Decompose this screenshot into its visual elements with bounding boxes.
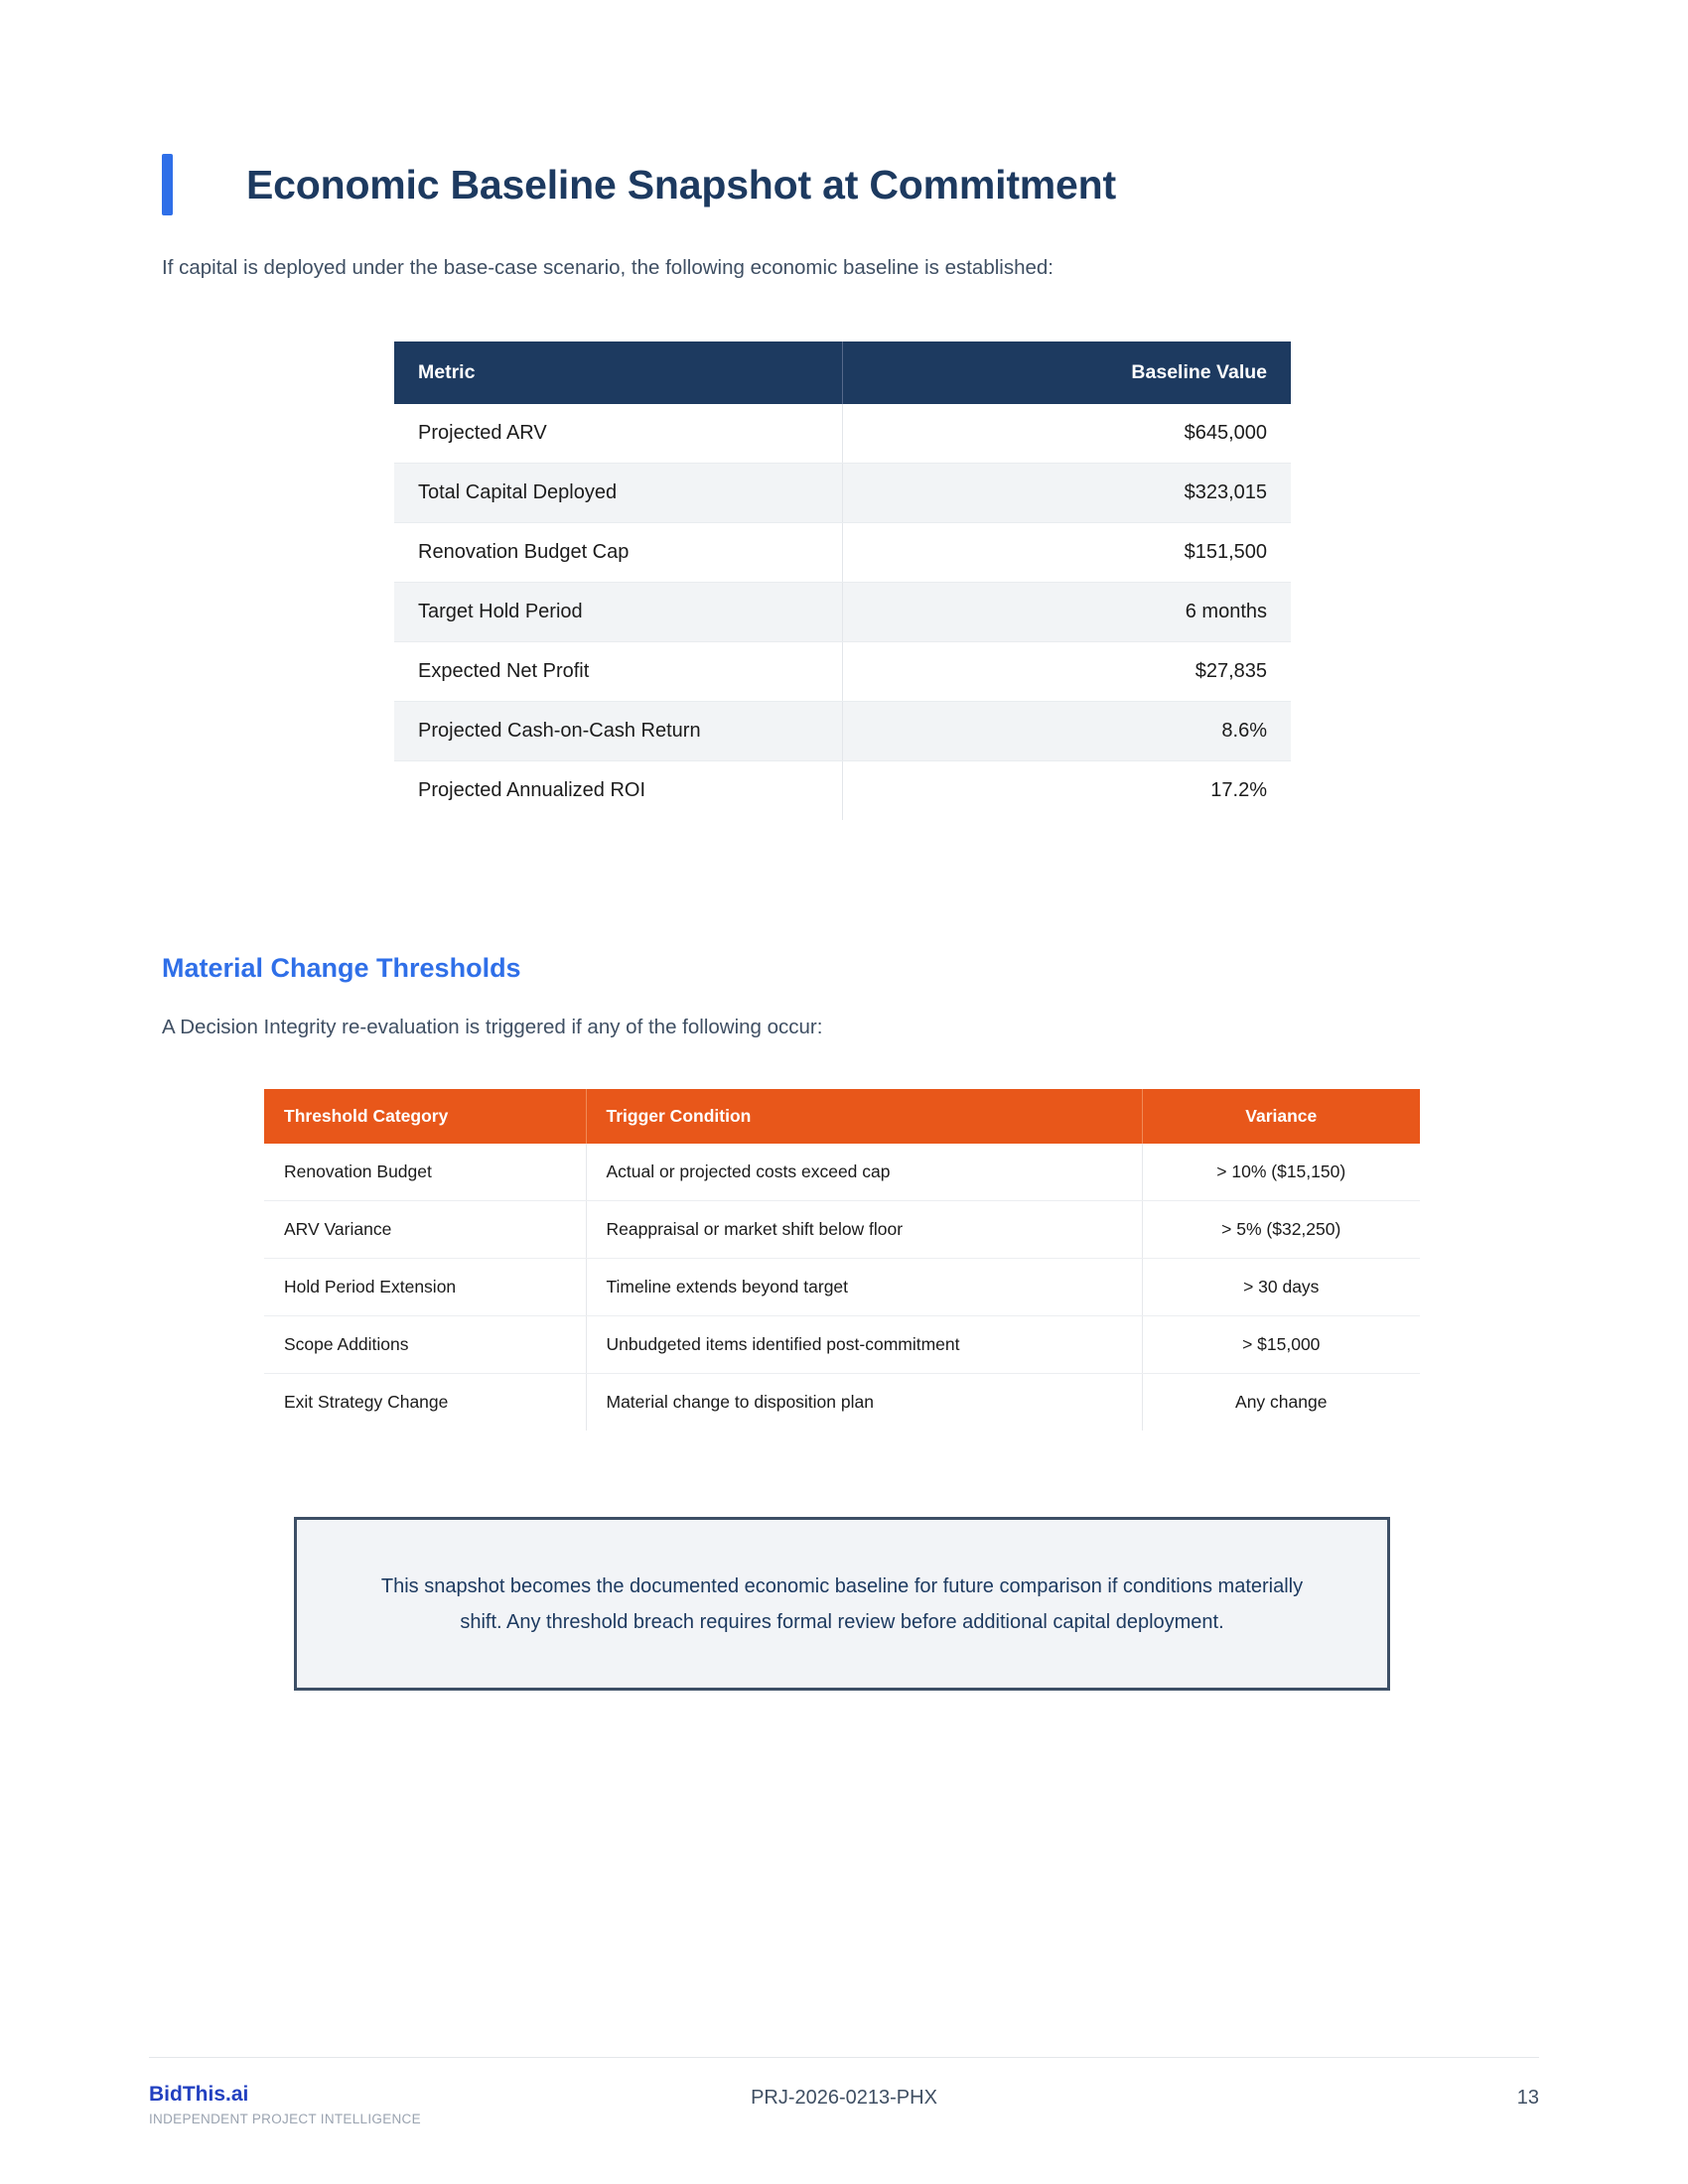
cell-condition: Unbudgeted items identified post-commitment <box>586 1316 1142 1374</box>
cell-category: ARV Variance <box>264 1201 586 1259</box>
cell-variance: Any change <box>1142 1374 1420 1432</box>
footer-divider <box>149 2057 1539 2058</box>
cell-variance: > 30 days <box>1142 1259 1420 1316</box>
table-row <box>394 523 1291 583</box>
callout-box <box>294 1517 1390 1691</box>
table-row <box>394 702 1291 761</box>
section-paragraph: A Decision Integrity re-evaluation is triggered if any of the following occur: <box>162 1016 823 1038</box>
table-row <box>264 1374 1420 1432</box>
cell-category: Scope Additions <box>264 1316 586 1374</box>
table-row <box>264 1259 1420 1316</box>
footer-brand-tagline: INDEPENDENT PROJECT INTELLIGENCE <box>149 2112 421 2126</box>
page-title: Economic Baseline Snapshot at Commitment <box>246 161 1116 207</box>
cell-category: Exit Strategy Change <box>264 1374 586 1432</box>
vertical-accent-bar-icon <box>162 154 173 215</box>
cell-variance: > 5% ($32,250) <box>1142 1201 1420 1259</box>
cell-value: 8.6% <box>843 702 1292 761</box>
footer-page-number: 13 <box>1516 2087 1539 2109</box>
column-header-trigger-condition: Trigger Condition <box>586 1089 1142 1144</box>
cell-metric: Target Hold Period <box>394 583 843 642</box>
column-header-metric: Metric <box>394 341 843 404</box>
table-row <box>264 1144 1420 1201</box>
table-header-row <box>394 341 1291 404</box>
cell-condition: Reappraisal or market shift below floor <box>586 1201 1142 1259</box>
table-row <box>264 1201 1420 1259</box>
cell-category: Hold Period Extension <box>264 1259 586 1316</box>
baseline-metrics-table <box>394 341 1291 820</box>
cell-value: $27,835 <box>843 642 1292 702</box>
cell-metric: Projected Cash-on-Cash Return <box>394 702 843 761</box>
page-footer <box>149 2075 1539 2144</box>
table-row <box>394 761 1291 821</box>
cell-metric: Projected Annualized ROI <box>394 761 843 821</box>
section-heading-material-change-thresholds: Material Change Thresholds <box>162 953 521 983</box>
cell-value: $645,000 <box>843 404 1292 464</box>
cell-condition: Timeline extends beyond target <box>586 1259 1142 1316</box>
material-change-thresholds-table <box>264 1089 1420 1431</box>
cell-metric: Renovation Budget Cap <box>394 523 843 583</box>
cell-metric: Expected Net Profit <box>394 642 843 702</box>
table-row <box>394 642 1291 702</box>
cell-value: $151,500 <box>843 523 1292 583</box>
cell-value: 17.2% <box>843 761 1292 821</box>
table-row <box>394 583 1291 642</box>
intro-paragraph: If capital is deployed under the base-case scenario, the following economic baseline is established: <box>162 256 1054 279</box>
footer-brand-name: BidThis.ai <box>149 2083 249 2106</box>
table-row <box>394 464 1291 523</box>
cell-variance: > 10% ($15,150) <box>1142 1144 1420 1201</box>
footer-document-id: PRJ-2026-0213-PHX <box>751 2087 937 2109</box>
page-title-row <box>162 154 1116 215</box>
cell-condition: Material change to disposition plan <box>586 1374 1142 1432</box>
cell-variance: > $15,000 <box>1142 1316 1420 1374</box>
column-header-threshold-category: Threshold Category <box>264 1089 586 1144</box>
column-header-variance: Variance <box>1142 1089 1420 1144</box>
table-row <box>394 404 1291 464</box>
cell-metric: Total Capital Deployed <box>394 464 843 523</box>
cell-value: 6 months <box>843 583 1292 642</box>
cell-category: Renovation Budget <box>264 1144 586 1201</box>
cell-value: $323,015 <box>843 464 1292 523</box>
cell-metric: Projected ARV <box>394 404 843 464</box>
column-header-baseline-value: Baseline Value <box>843 341 1292 404</box>
table-row <box>264 1316 1420 1374</box>
callout-text: This snapshot becomes the documented economic baseline for future comparison if conditions materially shift. Any threshold breach requires formal review before additional capital deployment. <box>380 1574 1304 1633</box>
cell-condition: Actual or projected costs exceed cap <box>586 1144 1142 1201</box>
table-header-row <box>264 1089 1420 1144</box>
